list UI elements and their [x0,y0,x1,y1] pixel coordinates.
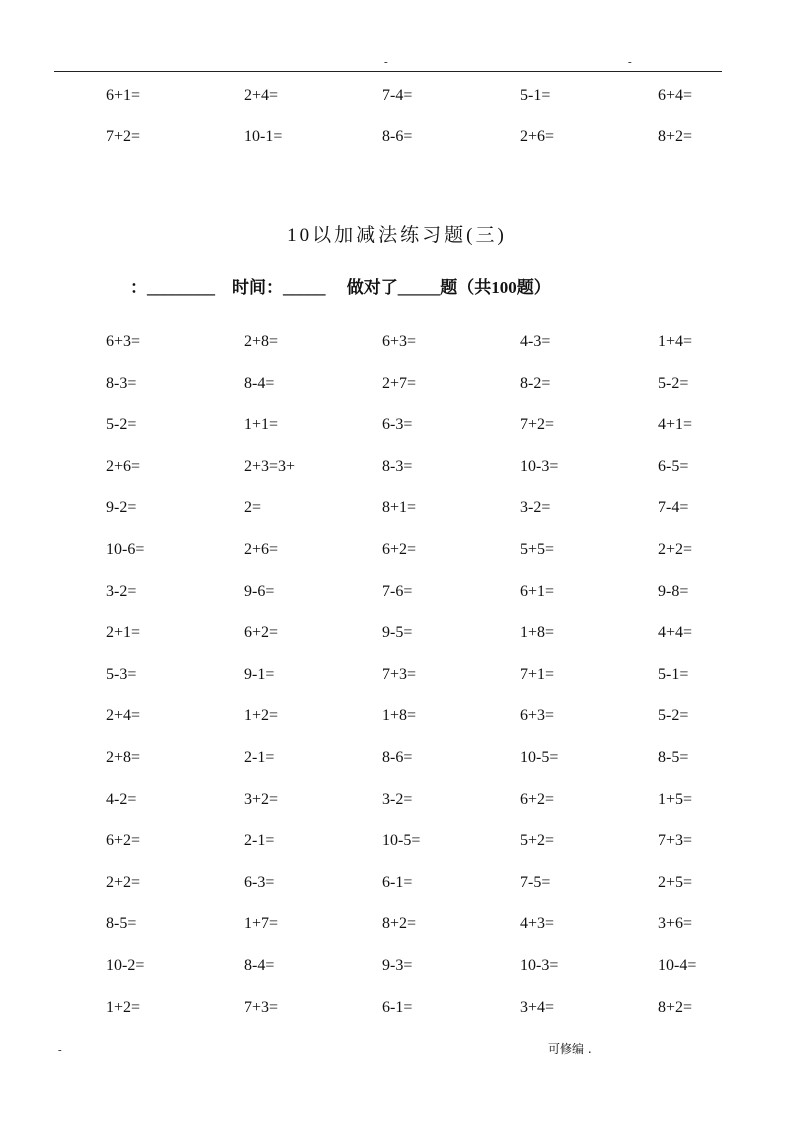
problem-cell: 2+5= [658,873,693,891]
problem-row [106,372,746,396]
problem-row [106,125,746,149]
problem-cell: 8-6= [382,128,413,145]
problem-cell: 8+2= [658,128,693,145]
problem-cell: 5+2= [520,832,555,850]
problem-cell: 9-6= [244,582,275,600]
problem-cell: 7-4= [658,499,689,517]
problem-row [106,704,746,728]
problem-cell: 8+2= [658,998,693,1016]
problem-cell: 1+8= [382,707,417,725]
problem-cell: 8-5= [658,749,689,766]
problem-cell: 1+2= [106,998,141,1016]
problem-row [106,621,746,645]
problem-cell: 2+8= [106,749,141,766]
problem-cell: 6+2= [106,832,141,850]
problem-cell: 8-4= [244,374,275,392]
problem-cell: 2+2= [106,873,141,891]
problem-cell: 2= [244,499,262,517]
time-field-label: 时间：_____ [232,278,326,297]
problem-cell: 4+1= [658,416,693,434]
problem-cell: 7+1= [520,665,555,683]
problem-cell: 5-2= [658,707,689,725]
problem-cell: 2+1= [106,624,141,642]
problem-cell: 7+3= [658,832,693,850]
problem-cell: 6-3= [382,416,413,434]
problem-cell: 5+5= [520,541,555,558]
problem-cell: 7+3= [382,665,417,683]
problem-cell: 1+8= [520,624,555,642]
worksheet-title: 10以加减法练习题(三) [287,225,507,246]
problem-cell: 6+2= [244,624,279,642]
problem-cell: 9-8= [658,582,689,600]
problem-cell: 10-5= [382,832,421,850]
problem-cell: 5-2= [658,374,689,392]
header-mark-center: - [384,56,388,68]
problem-cell: 9-5= [382,624,413,642]
problem-cell: 3+4= [520,998,555,1016]
problem-cell: 3+6= [658,915,693,933]
problem-cell: 10-6= [106,541,145,558]
problem-cell: 8-6= [382,749,413,766]
problem-cell: 7+2= [106,128,141,145]
problem-row [106,788,746,812]
problem-cell: 7+2= [520,416,555,434]
problem-cell: 7-4= [382,87,413,104]
problem-cell: 2-1= [244,832,275,850]
problem-cell: 4+4= [658,624,693,642]
problem-row [106,954,746,978]
problem-row [106,538,746,562]
problem-cell: 5-1= [520,87,551,104]
problem-cell: 7+3= [244,998,279,1016]
problem-cell: 1+5= [658,790,693,808]
problem-cell: 2+4= [244,87,279,104]
problem-cell: 5-2= [106,416,137,434]
problem-cell: 2+8= [244,333,279,350]
problem-cell: 8-4= [244,957,275,974]
problem-cell: 4+3= [520,915,555,933]
problem-cell: 2+4= [106,707,141,725]
problem-row [106,84,746,108]
problem-row [106,413,746,437]
score-field-label: 做对了_____题（共100题） [346,278,551,297]
problem-cell: 6+2= [520,790,555,808]
problem-cell: 6-3= [244,873,275,891]
problem-cell: 2+2= [658,541,693,558]
problem-cell: 2+6= [244,541,279,558]
problem-cell: 2+6= [520,128,555,145]
problem-cell: 5-3= [106,665,137,683]
problem-row [106,996,746,1020]
problem-cell: 2-1= [244,749,275,766]
problem-cell: 8-5= [106,915,137,933]
problem-row [106,663,746,687]
problem-cell: 2+7= [382,374,417,392]
problem-row [106,580,746,604]
problem-cell: 2+3=3+ [244,457,296,475]
problem-cell: 10-3= [520,957,559,974]
problem-cell: 4-2= [106,790,137,808]
problem-row [106,330,746,354]
problem-cell: 8-3= [382,457,413,475]
problem-cell: 6+3= [382,333,417,350]
problem-row [106,496,746,520]
footer-text: 可修编 . [548,1042,592,1056]
problem-cell: 10-5= [520,749,559,766]
problem-cell: 3-2= [382,790,413,808]
problem-cell: 8+1= [382,499,417,517]
name-field-label: ：________ [130,278,215,297]
problem-cell: 6+1= [106,87,141,104]
problem-cell: 6-5= [658,457,689,475]
problem-cell: 8+2= [382,915,417,933]
problem-row [106,871,746,895]
problem-cell: 7-6= [382,582,413,600]
problem-cell: 6+2= [382,541,417,558]
problem-cell: 10-4= [658,957,697,974]
problem-row [106,829,746,853]
problem-cell: 9-3= [382,957,413,974]
problem-row [106,912,746,936]
problem-row [106,746,746,770]
problem-cell: 2+6= [106,457,141,475]
problem-cell: 9-1= [244,665,275,683]
problem-cell: 6+1= [520,582,555,600]
problem-cell: 3+2= [244,790,279,808]
problem-cell: 1+7= [244,915,279,933]
problem-cell: 3-2= [106,582,137,600]
problem-cell: 4-3= [520,333,551,350]
problem-cell: 10-2= [106,957,145,974]
problem-cell: 6-1= [382,998,413,1016]
problem-cell: 6+4= [658,87,693,104]
problem-cell: 9-2= [106,499,137,517]
problem-cell: 5-1= [658,665,689,683]
header-rule [54,71,722,72]
problem-cell: 1+1= [244,416,279,434]
problem-cell: 1+2= [244,707,279,725]
problem-cell: 6+3= [520,707,555,725]
problem-cell: 10-1= [244,128,283,145]
problem-cell: 8-3= [106,374,137,392]
header-mark-right: - [628,56,632,68]
footer-mark: - [58,1044,62,1056]
problem-row [106,455,746,479]
problem-cell: 10-3= [520,457,559,475]
problem-cell: 6-1= [382,873,413,891]
problem-cell: 3-2= [520,499,551,517]
problem-cell: 1+4= [658,333,693,350]
problem-cell: 8-2= [520,374,551,392]
problem-cell: 7-5= [520,873,551,891]
worksheet-info-line [130,276,551,300]
problem-cell: 6+3= [106,333,141,350]
